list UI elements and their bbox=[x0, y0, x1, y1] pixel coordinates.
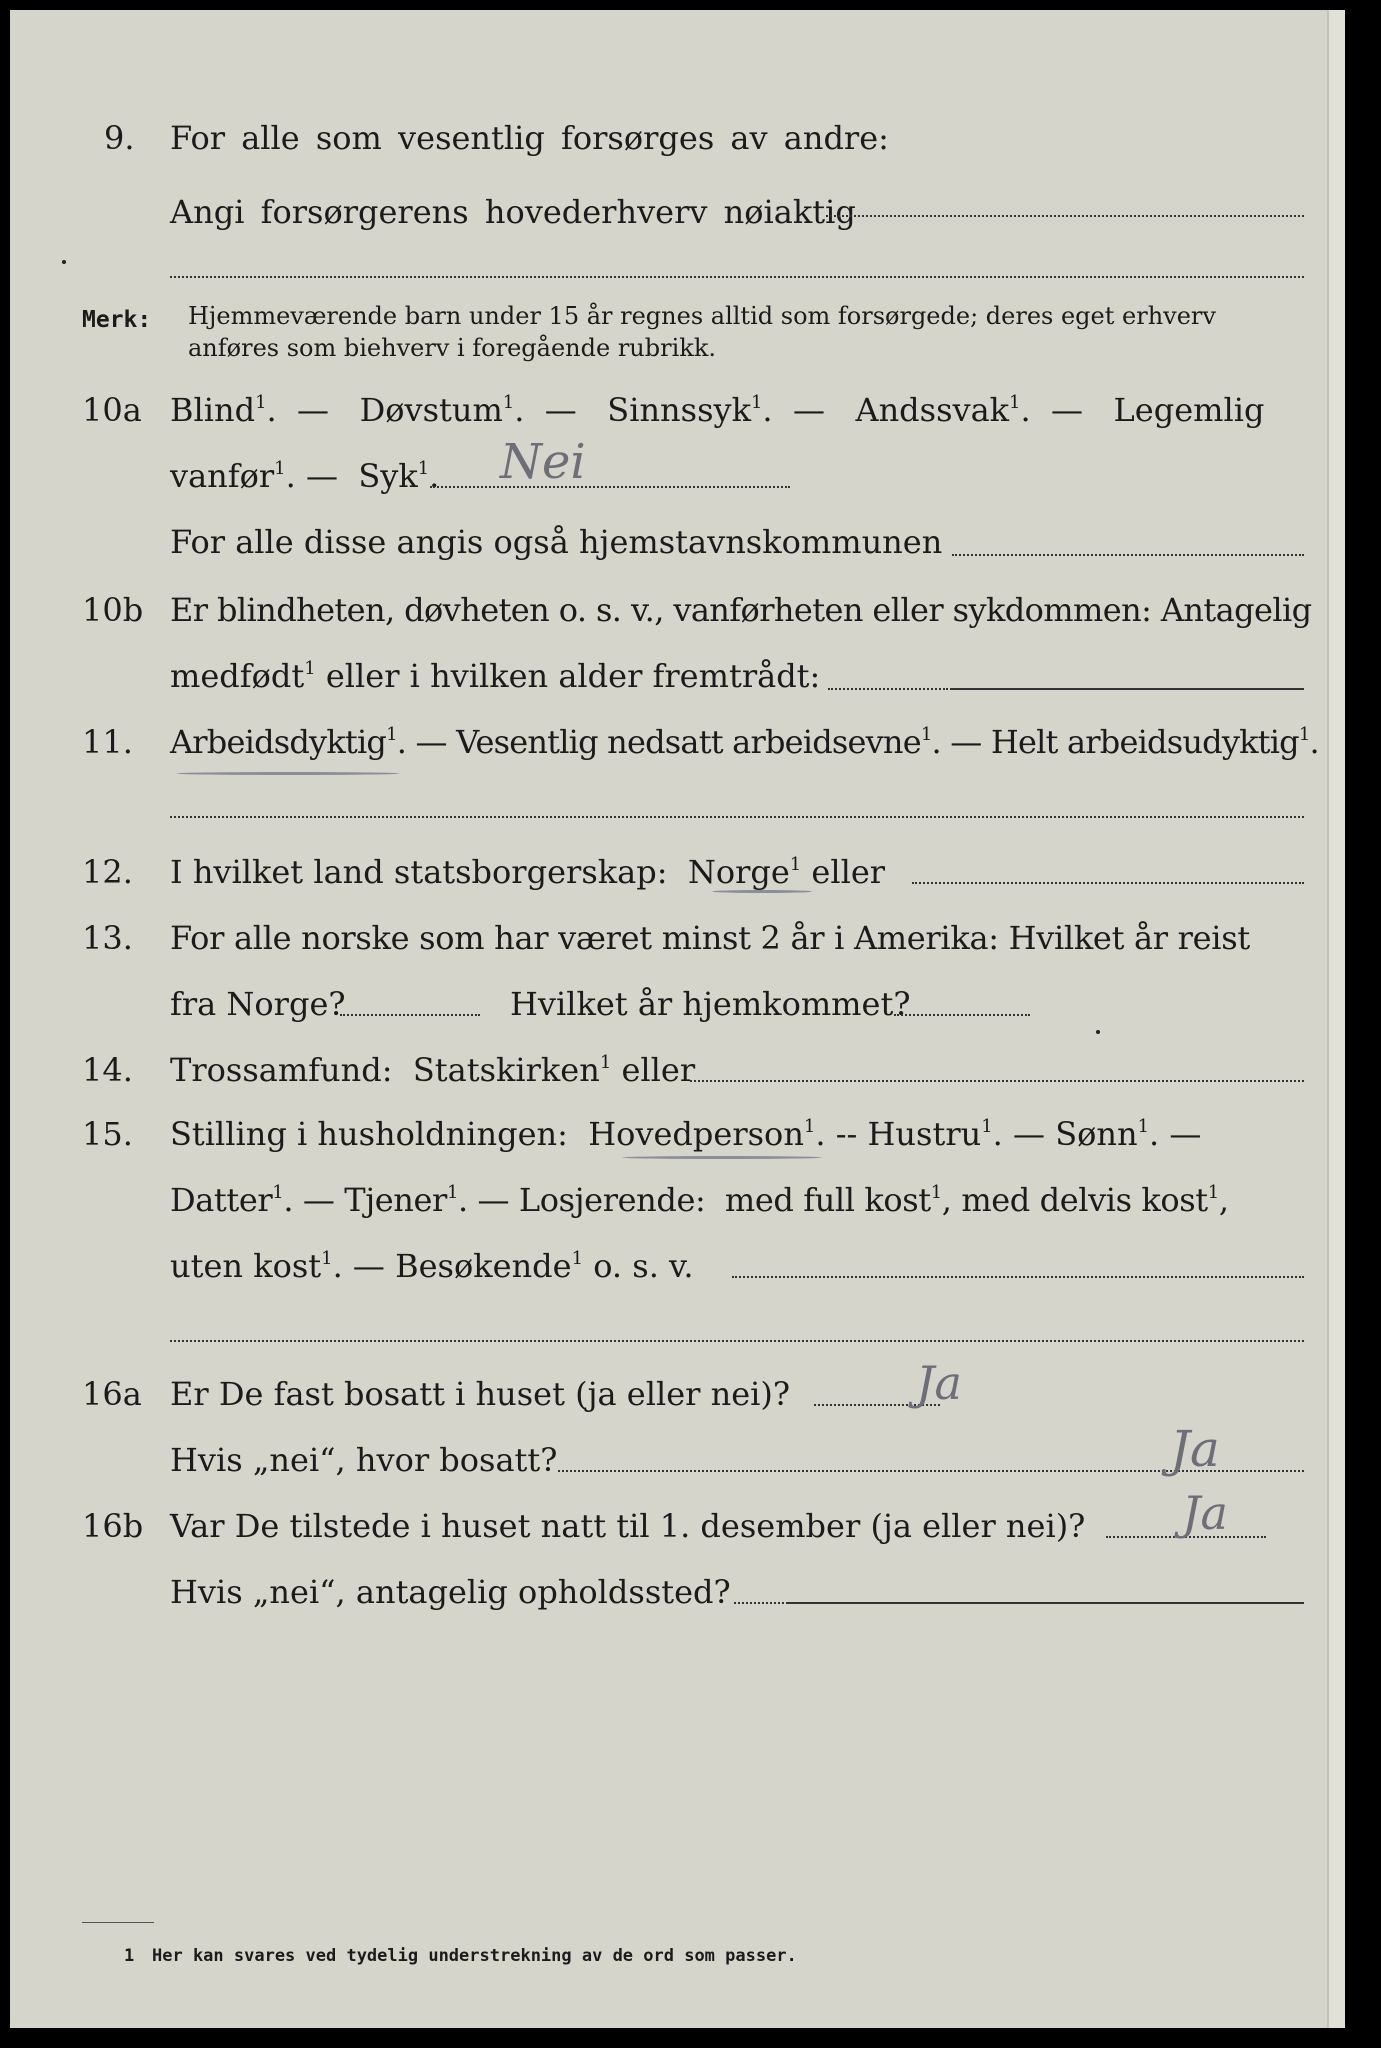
q16b-line1: Var De tilstede i huset natt til 1. desember (ja eller nei)? bbox=[170, 1507, 1086, 1545]
footnote-marker: 1 bbox=[124, 1946, 135, 1966]
footnote-ref: 1 bbox=[255, 392, 267, 413]
q15-opt-datter[interactable]: Datter bbox=[170, 1181, 273, 1219]
footnote-ref: 1 bbox=[981, 1116, 993, 1137]
q15-line2: Datter$^1$. — Tjener$^1$. — Losjerende: med full kost$^1$, med delvis kost$^1$, bbox=[170, 1181, 1229, 1219]
q10a-hjemstavn-line[interactable] bbox=[952, 554, 1304, 556]
q15-line1: Stilling i husholdningen: Hovedperson$^1$. -- Hustru$^1$. — Sønn$^1$. — bbox=[170, 1115, 1202, 1153]
q10a-number: 10a bbox=[82, 391, 142, 429]
q16b-line2: Hvis „nei“, antagelig opholdssted? bbox=[170, 1573, 731, 1611]
q10b-answer-dots[interactable] bbox=[828, 688, 948, 690]
footnote-ref: 1 bbox=[599, 1052, 612, 1073]
q10a-line3: For alle disse angis også hjemstavnskommunen bbox=[170, 523, 943, 561]
q9-text: For alle som vesentlig forsørges av andre: bbox=[170, 119, 889, 157]
q10a-opt-syk[interactable]: Syk bbox=[358, 457, 418, 495]
q15-opt-sonn[interactable]: Sønn bbox=[1055, 1115, 1138, 1153]
footnote-rule bbox=[82, 1922, 154, 1923]
q16a-line2: Hvis „nei“, hvor bosatt? bbox=[170, 1441, 558, 1479]
q15-osv: o. s. v. bbox=[593, 1247, 694, 1285]
q16a-handwritten-mark: Ja bbox=[1170, 1420, 1220, 1478]
ink-speck bbox=[62, 260, 66, 264]
footnote-ref: 1 bbox=[920, 724, 932, 745]
paper-edge bbox=[1327, 10, 1345, 2028]
footnote-ref: 1 bbox=[1207, 1182, 1219, 1203]
q11-opt-arbeidsdyktig[interactable]: Arbeidsdyktig bbox=[170, 723, 387, 761]
q10a-line2: vanfør$^1$. — Syk$^1$. bbox=[170, 457, 440, 495]
footnote-ref: 1 bbox=[803, 1116, 816, 1137]
footnote-ref: 1 bbox=[1009, 392, 1021, 413]
footnote-ref: 1 bbox=[304, 658, 316, 679]
q10a-handwritten-answer: Nei bbox=[500, 434, 586, 490]
merk-label: Merk: bbox=[82, 307, 152, 333]
q16b-number: 16b bbox=[82, 1507, 144, 1545]
q9-number: 9. bbox=[104, 119, 135, 157]
q13-reist-line[interactable] bbox=[340, 1014, 480, 1016]
q15-opt-delvis-kost[interactable]: med delvis kost bbox=[961, 1181, 1208, 1219]
q10b-line2 bbox=[170, 656, 820, 696]
footnote-ref: 1 bbox=[789, 854, 802, 875]
ink-speck bbox=[1096, 1030, 1100, 1034]
q10b-opt-medfodt[interactable]: medfødt bbox=[170, 657, 305, 695]
q14-line bbox=[170, 1050, 695, 1090]
footnote-ref: 1 bbox=[321, 1248, 333, 1269]
q10a-opt-blind[interactable]: Blind bbox=[170, 391, 256, 429]
q10a-line1: Blind$^1$. — Døvstum$^1$. — Sinnssyk$^1$. — Andssvak$^1$. — Legemlig bbox=[170, 391, 1265, 429]
q15-losjerende: Losjerende: bbox=[518, 1181, 706, 1219]
q13-line2b: Hvilket år hjemkommet? bbox=[510, 985, 911, 1023]
q15-opt-hustru[interactable]: Hustru bbox=[867, 1115, 982, 1153]
q11-opt-nedsatt[interactable]: Vesentlig nedsatt arbeidsevne bbox=[456, 723, 921, 761]
q15-answer-line[interactable] bbox=[732, 1276, 1304, 1278]
q11-answer-line[interactable] bbox=[170, 816, 1304, 818]
q15-opt-full-kost[interactable]: med full kost bbox=[724, 1181, 931, 1219]
q10a-opt-andssvak[interactable]: Andssvak bbox=[855, 391, 1010, 429]
q10b-alder-text: eller i hvilken alder fremtrådt: bbox=[325, 657, 821, 695]
q14-answer-line[interactable] bbox=[690, 1080, 1304, 1082]
q14-text: Trossamfund: bbox=[170, 1051, 393, 1089]
footnote-ref: 1 bbox=[1137, 1116, 1150, 1137]
q14-eller: eller bbox=[621, 1051, 696, 1089]
footnote-ref: 1 bbox=[446, 1182, 458, 1203]
q16b-handwritten-answer: Ja bbox=[1182, 1486, 1228, 1540]
footnote-ref: 1 bbox=[386, 724, 397, 745]
q10a-opt-sinnssyk[interactable]: Sinnssyk bbox=[607, 391, 751, 429]
q12-text: I hvilket land statsborgerskap: bbox=[170, 853, 668, 891]
q16a-line1: Er De fast bosatt i huset (ja eller nei)? bbox=[170, 1375, 791, 1413]
q15-opt-uten-kost[interactable]: uten kost bbox=[170, 1247, 322, 1285]
footnote-ref: 1 bbox=[750, 392, 763, 413]
q11-underline-mark bbox=[176, 772, 400, 775]
footnote-text: Her kan svares ved tydelig understrekning av de ord som passer. bbox=[152, 1946, 797, 1966]
q15-text: Stilling i husholdningen: bbox=[170, 1115, 568, 1153]
footnote-ref: 1 bbox=[502, 392, 515, 413]
q13-hjemkommet-line[interactable] bbox=[894, 1014, 1030, 1016]
q12-number: 12. bbox=[82, 853, 133, 891]
footnote-ref: 1 bbox=[274, 458, 286, 479]
q13-line1: For alle norske som har været minst 2 år i Amerika: Hvilket år reist bbox=[170, 919, 1250, 957]
q14-opt-statskirken[interactable]: Statskirken bbox=[412, 1051, 600, 1089]
q12-opt-norge[interactable]: Norge bbox=[687, 853, 790, 891]
footnote-ref: 1 bbox=[1298, 724, 1310, 745]
q15-answer-line-2[interactable] bbox=[170, 1340, 1304, 1342]
footnote-ref: 1 bbox=[272, 1182, 284, 1203]
q12-underline-mark bbox=[712, 890, 812, 893]
footnote-ref: 1 bbox=[417, 458, 430, 479]
footnote-ref: 1 bbox=[571, 1248, 584, 1269]
q16b-ophold-dots[interactable] bbox=[734, 1602, 784, 1604]
q10a-opt-vanfor[interactable]: vanfør bbox=[170, 457, 275, 495]
q16b-ophold-line[interactable] bbox=[786, 1602, 1304, 1604]
q9-answer-line-2[interactable] bbox=[170, 276, 1304, 278]
q9-answer-line[interactable] bbox=[826, 215, 1304, 217]
q10b-answer-line[interactable] bbox=[950, 688, 1304, 690]
q11-opt-udyktig[interactable]: Helt arbeidsudyktig bbox=[990, 723, 1299, 761]
q10b-line1: Er blindheten, døvheten o. s. v., vanførheten eller sykdommen: Antagelig bbox=[170, 591, 1312, 629]
q16a-handwritten-answer: Ja bbox=[916, 1356, 962, 1410]
merk-line1: Hjemmeværende barn under 15 år regnes alltid som forsørgede; deres eget erhverv bbox=[188, 302, 1216, 330]
q15-opt-besokende[interactable]: Besøkende bbox=[395, 1247, 572, 1285]
q15-underline-mark bbox=[622, 1156, 822, 1159]
q15-opt-hovedperson[interactable]: Hovedperson bbox=[588, 1115, 804, 1153]
q11-line: Arbeidsdyktig$^1$. — Vesentlig nedsatt arbeidsevne$^1$. — Helt arbeidsudyktig$^1$. bbox=[170, 723, 1319, 761]
q11-number: 11. bbox=[82, 723, 133, 761]
q16a-number: 16a bbox=[82, 1375, 142, 1413]
q10a-answer-line[interactable] bbox=[430, 486, 790, 488]
q15-opt-tjener[interactable]: Tjener bbox=[344, 1181, 447, 1219]
q12-line bbox=[170, 852, 885, 892]
q9-line2: Angi forsørgerens hovederhverv nøiaktig bbox=[170, 193, 856, 231]
merk-line2: anføres som biehverv i foregående rubrikk. bbox=[188, 334, 716, 362]
q10b-number: 10b bbox=[82, 591, 144, 629]
q13-line2a: fra Norge? bbox=[170, 985, 346, 1023]
q13-number: 13. bbox=[82, 919, 133, 957]
q12-eller: eller bbox=[811, 853, 886, 891]
q15-number: 15. bbox=[82, 1115, 133, 1153]
census-form-page bbox=[10, 10, 1345, 2028]
q10a-opt-dovstum[interactable]: Døvstum bbox=[359, 391, 503, 429]
q14-number: 14. bbox=[82, 1051, 133, 1089]
q12-answer-line[interactable] bbox=[912, 882, 1304, 884]
footnote-ref: 1 bbox=[930, 1182, 942, 1203]
q15-line3: uten kost$^1$. — Besøkende$^1$ o. s. v. bbox=[170, 1247, 694, 1285]
q10a-opt-legemlig[interactable]: Legemlig bbox=[1113, 391, 1265, 429]
